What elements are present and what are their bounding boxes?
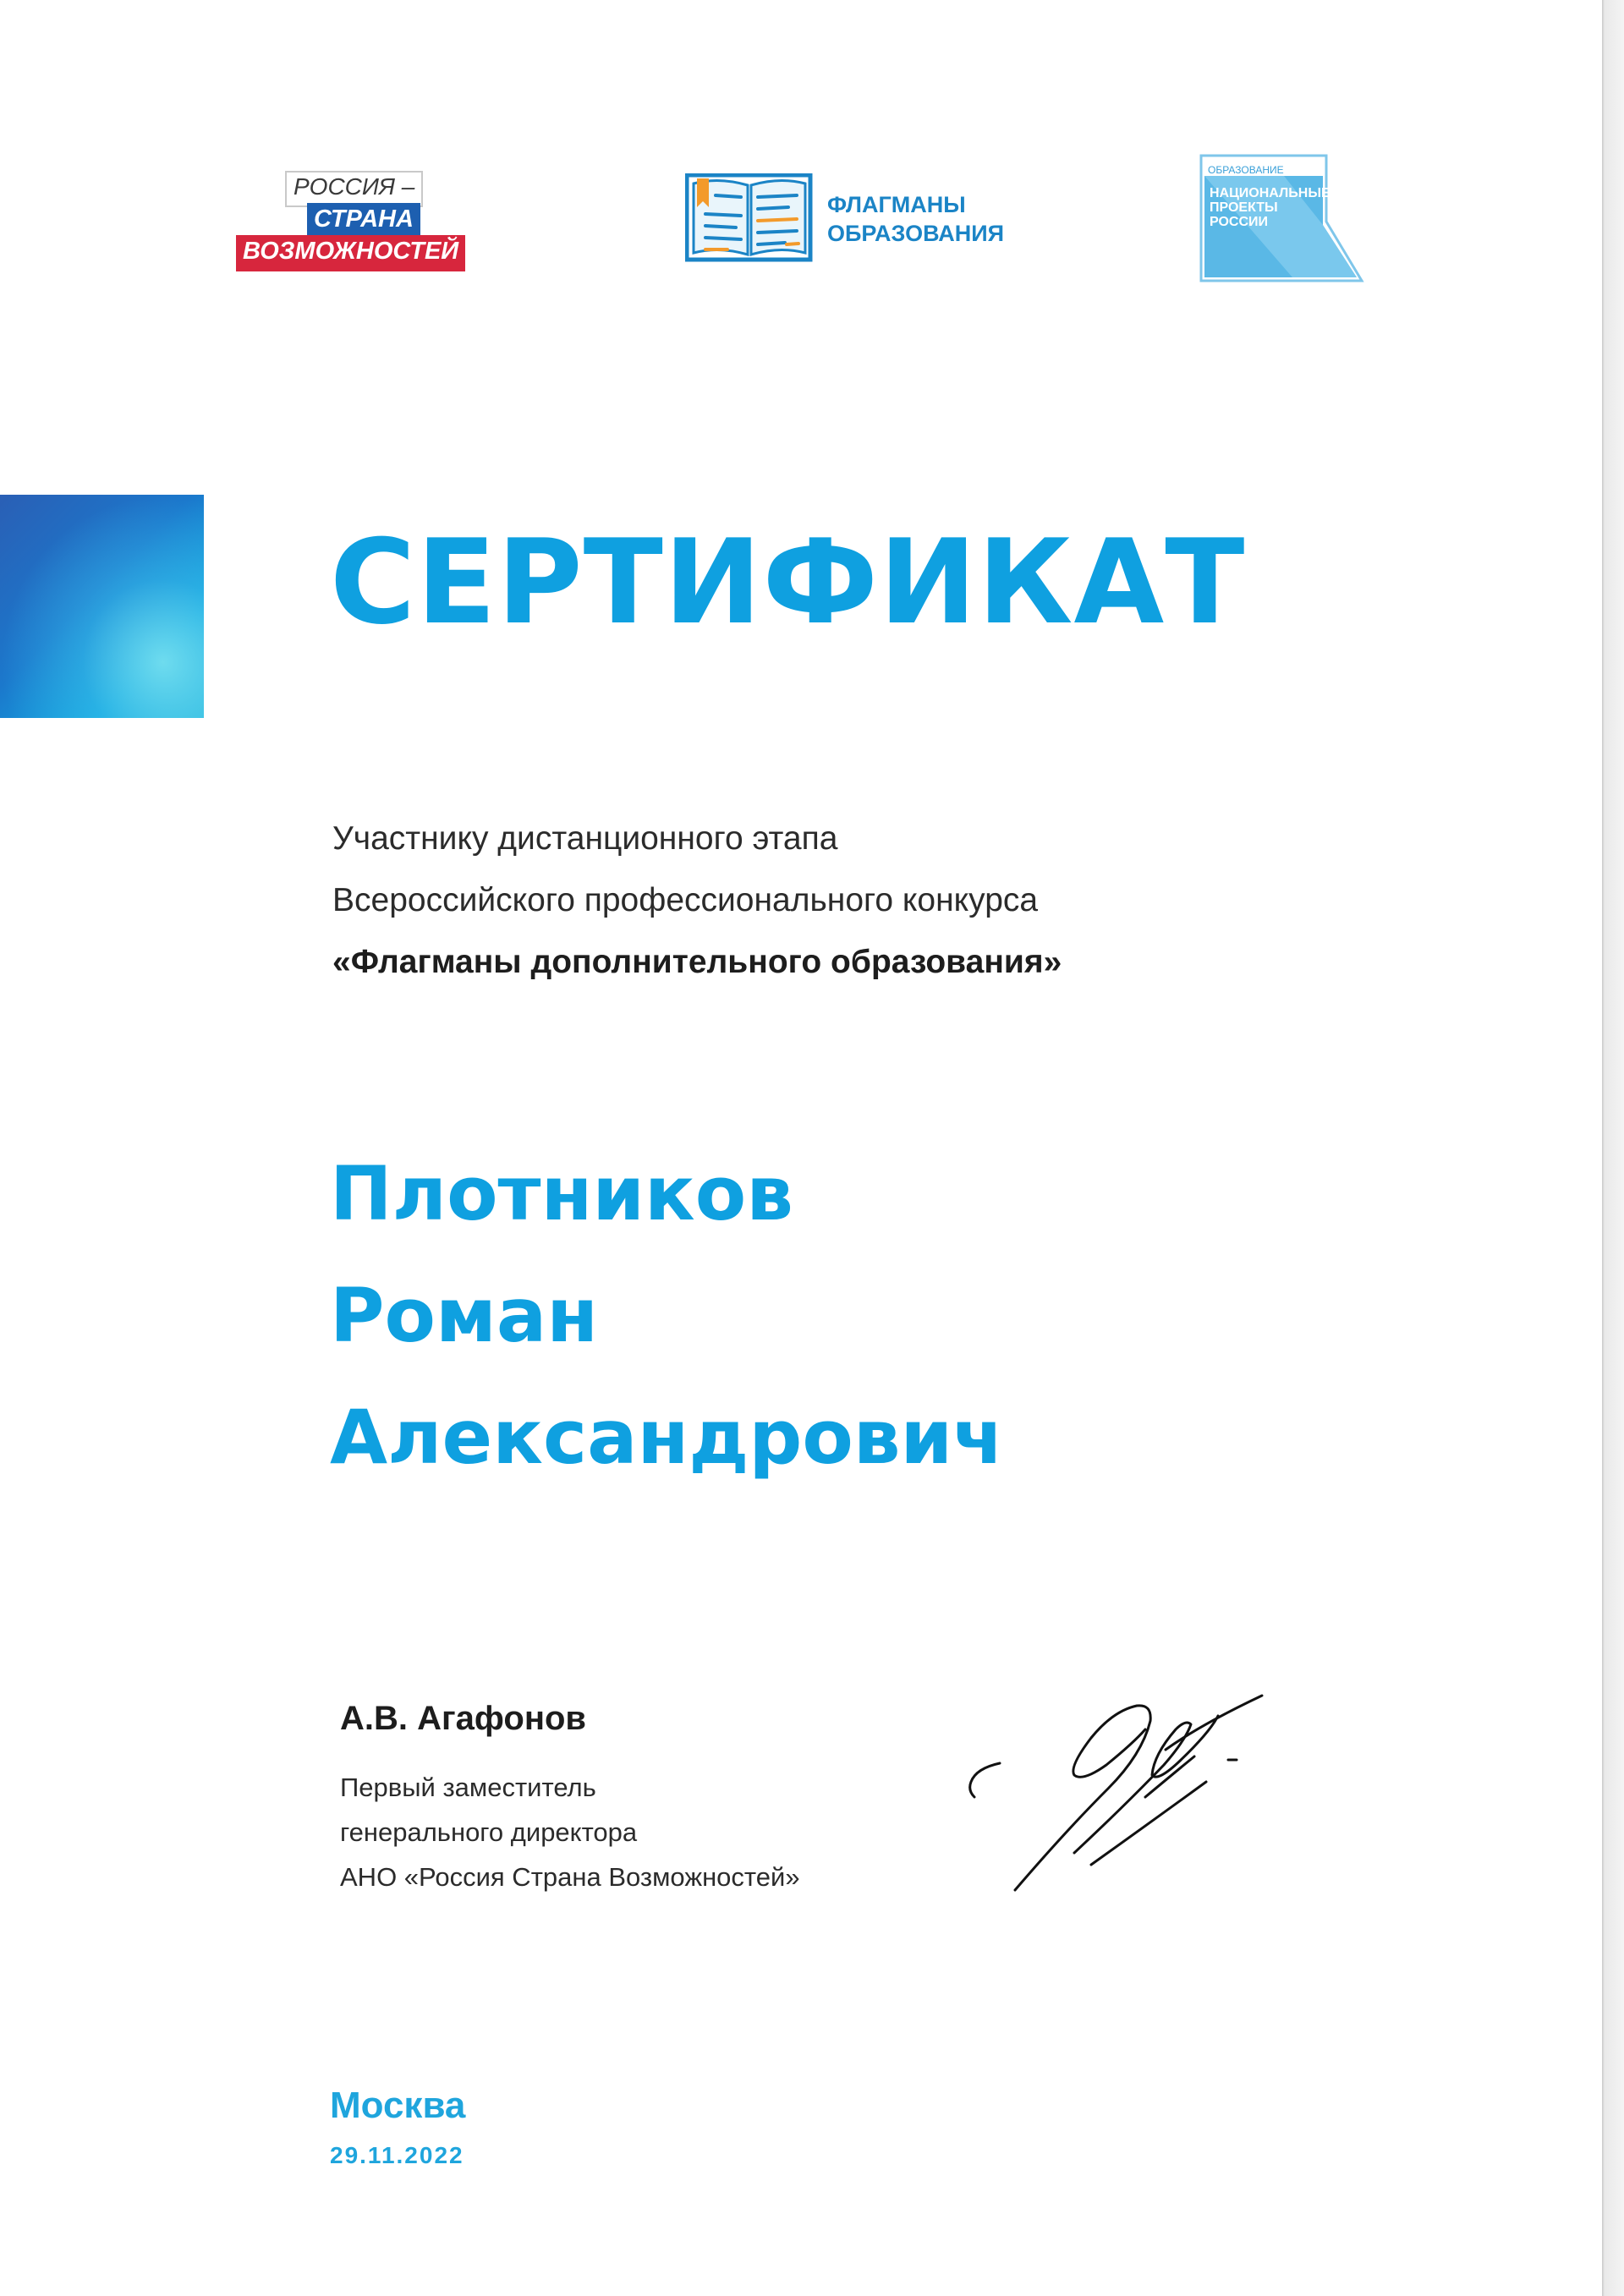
subtitle-line2: Всероссийского профессионального конкурса bbox=[332, 882, 1039, 918]
recipient-patronymic: Александрович bbox=[330, 1394, 1004, 1481]
issue-date: 29.11.2022 bbox=[330, 2142, 464, 2168]
signatory-position-line3: АНО «Россия Страна Возможностей» bbox=[340, 1862, 800, 1892]
flagmany-line1: ФЛАГМАНЫ bbox=[827, 192, 966, 217]
book-icon bbox=[685, 173, 820, 266]
recipient-name bbox=[330, 1133, 1004, 1499]
logo-text-line3: ВОЗМОЖНОСТЕЙ bbox=[236, 235, 465, 271]
recipient-last-name: Плотников bbox=[330, 1150, 793, 1237]
signatory-position bbox=[340, 1765, 800, 1899]
page-edge-shadow bbox=[1602, 0, 1624, 2296]
np-label: НАЦИОНАЛЬНЫЕ ПРОЕКТЫ РОССИИ bbox=[1210, 186, 1330, 229]
decorative-blue-square bbox=[0, 495, 204, 718]
signatory-block bbox=[340, 1700, 800, 1899]
np-small-label: ОБРАЗОВАНИЕ bbox=[1208, 164, 1284, 176]
signatory-position-line2: генерального директора bbox=[340, 1817, 638, 1847]
signatory-name: А.В. Агафонов bbox=[340, 1700, 586, 1737]
flagmany-logo-text bbox=[827, 190, 1004, 248]
signatory-position-line1: Первый заместитель bbox=[340, 1773, 596, 1802]
flagmany-logo bbox=[685, 173, 1023, 266]
subtitle-line1: Участнику дистанционного этапа bbox=[332, 820, 838, 857]
russia-opportunities-logo bbox=[236, 169, 498, 269]
national-projects-logo bbox=[1199, 154, 1367, 288]
certificate-subtitle bbox=[332, 808, 1432, 993]
logo-text-line2: СТРАНА bbox=[307, 203, 420, 239]
handwritten-signature bbox=[964, 1687, 1277, 1899]
certificate-title: СЕРТИФИКАТ bbox=[330, 514, 1246, 650]
city: Москва bbox=[330, 2085, 466, 2126]
contest-name: «Флагманы дополнительного образования» bbox=[332, 944, 1062, 980]
flagmany-line2: ОБРАЗОВАНИЯ bbox=[827, 221, 1005, 246]
logo-text-line1: РОССИЯ – bbox=[285, 171, 423, 207]
recipient-first-name: Роман bbox=[330, 1272, 599, 1359]
